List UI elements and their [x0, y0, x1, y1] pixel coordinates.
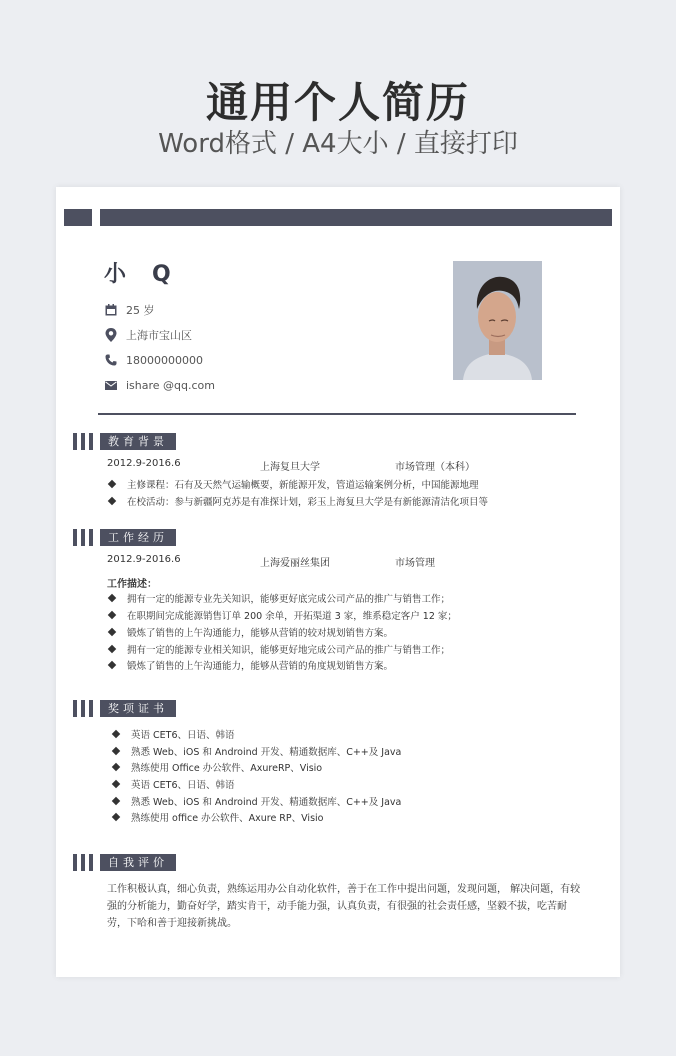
list-item: 熟悉 Web、iOS 和 Androind 开发、精通数据库、C++及 Java: [111, 744, 401, 758]
calendar-icon: [104, 303, 118, 317]
self-evaluation-text: 工作积极认真，细心负责，熟练运用办公自动化软件，善于在工作中提出问题，发现问题， 解决问题，有较强的分析能力，勤奋好学，踏实肯干，动手能力强，认真负责，有很强的社会责任感，坚毅不拔，吃苦耐劳，下哈和善于迎接新挑战。: [107, 884, 581, 929]
hero-title: 通用个人简历: [205, 78, 470, 127]
section-education-title: 教育背景: [100, 433, 176, 450]
age-text: 25 岁: [126, 304, 155, 317]
location-pin-icon: [104, 328, 118, 342]
section-self-title: 自我评价: [100, 854, 176, 871]
phone-text: 18000000000: [126, 353, 203, 367]
list-item: 熟练使用 Office 办公软件、AxureRP、Visio: [111, 760, 322, 774]
work-company: 上海爱丽丝集团: [260, 558, 330, 569]
info-phone: [104, 352, 203, 368]
info-email: [104, 377, 215, 393]
education-school: 上海复旦大学: [260, 462, 320, 473]
list-item: 熟练使用 office 办公软件、Axure RP、Visio: [111, 810, 323, 824]
hero-subtitle: Word格式 / A4大小 / 直接打印: [158, 129, 518, 159]
list-item: 英语 CET6、日语、韩语: [111, 777, 235, 791]
list-item: 英语 CET6、日语、韩语: [111, 727, 235, 741]
list-item: 在职期间完成能源销售订单 200 余单，开拓渠道 3 家，维系稳定客户 12 家；: [107, 608, 457, 622]
list-item: 主修课程：石有及天然气运输概要，新能源开发，管道运输案例分析，中国能源地理: [107, 477, 479, 491]
resume-paper: [56, 187, 620, 977]
work-period: 2012.9-2016.6: [107, 554, 181, 565]
work-desc-label: 工作描述：: [107, 579, 157, 590]
section-work-title: 工作经历: [100, 529, 176, 546]
top-bar-main: [100, 209, 612, 226]
list-item: 拥有一定的能源专业相关知识，能够更好地完成公司产品的推广与销售工作；: [107, 642, 450, 656]
section-education-header: [73, 433, 176, 450]
profile-divider: [98, 413, 576, 415]
list-item: 锻炼了销售的上午沟通能力，能够从营销的较对规划销售方案。: [107, 625, 393, 639]
location-text: 上海市宝山区: [126, 329, 192, 342]
list-item: 锻炼了销售的上午沟通能力，能够从营销的角度规划销售方案。: [107, 658, 393, 672]
list-item: 熟悉 Web、iOS 和 Androind 开发、精通数据库、C++及 Java: [111, 794, 401, 808]
section-self-header: [73, 854, 176, 871]
section-work-header: [73, 529, 176, 546]
work-position: 市场管理: [395, 558, 435, 569]
phone-icon: [104, 353, 118, 367]
education-period: 2012.9-2016.6: [107, 458, 181, 469]
education-major: 市场管理（本科）: [395, 462, 475, 473]
list-item: 拥有一定的能源专业先关知识，能够更好底完成公司产品的推广与销售工作；: [107, 591, 450, 605]
section-awards-title: 奖项证书: [100, 700, 176, 717]
top-bar-left: [64, 209, 92, 226]
info-location: [104, 327, 192, 343]
person-photo: [453, 261, 542, 380]
person-name: 小Q: [104, 262, 197, 287]
email-text: ishare @qq.com: [126, 378, 215, 392]
mail-icon: [104, 378, 118, 392]
list-item: 在校活动：参与新疆阿克苏是有准探计划，彩玉上海复旦大学是有新能源清洁化项目等: [107, 494, 488, 508]
section-awards-header: [73, 700, 176, 717]
info-age: [104, 302, 155, 318]
